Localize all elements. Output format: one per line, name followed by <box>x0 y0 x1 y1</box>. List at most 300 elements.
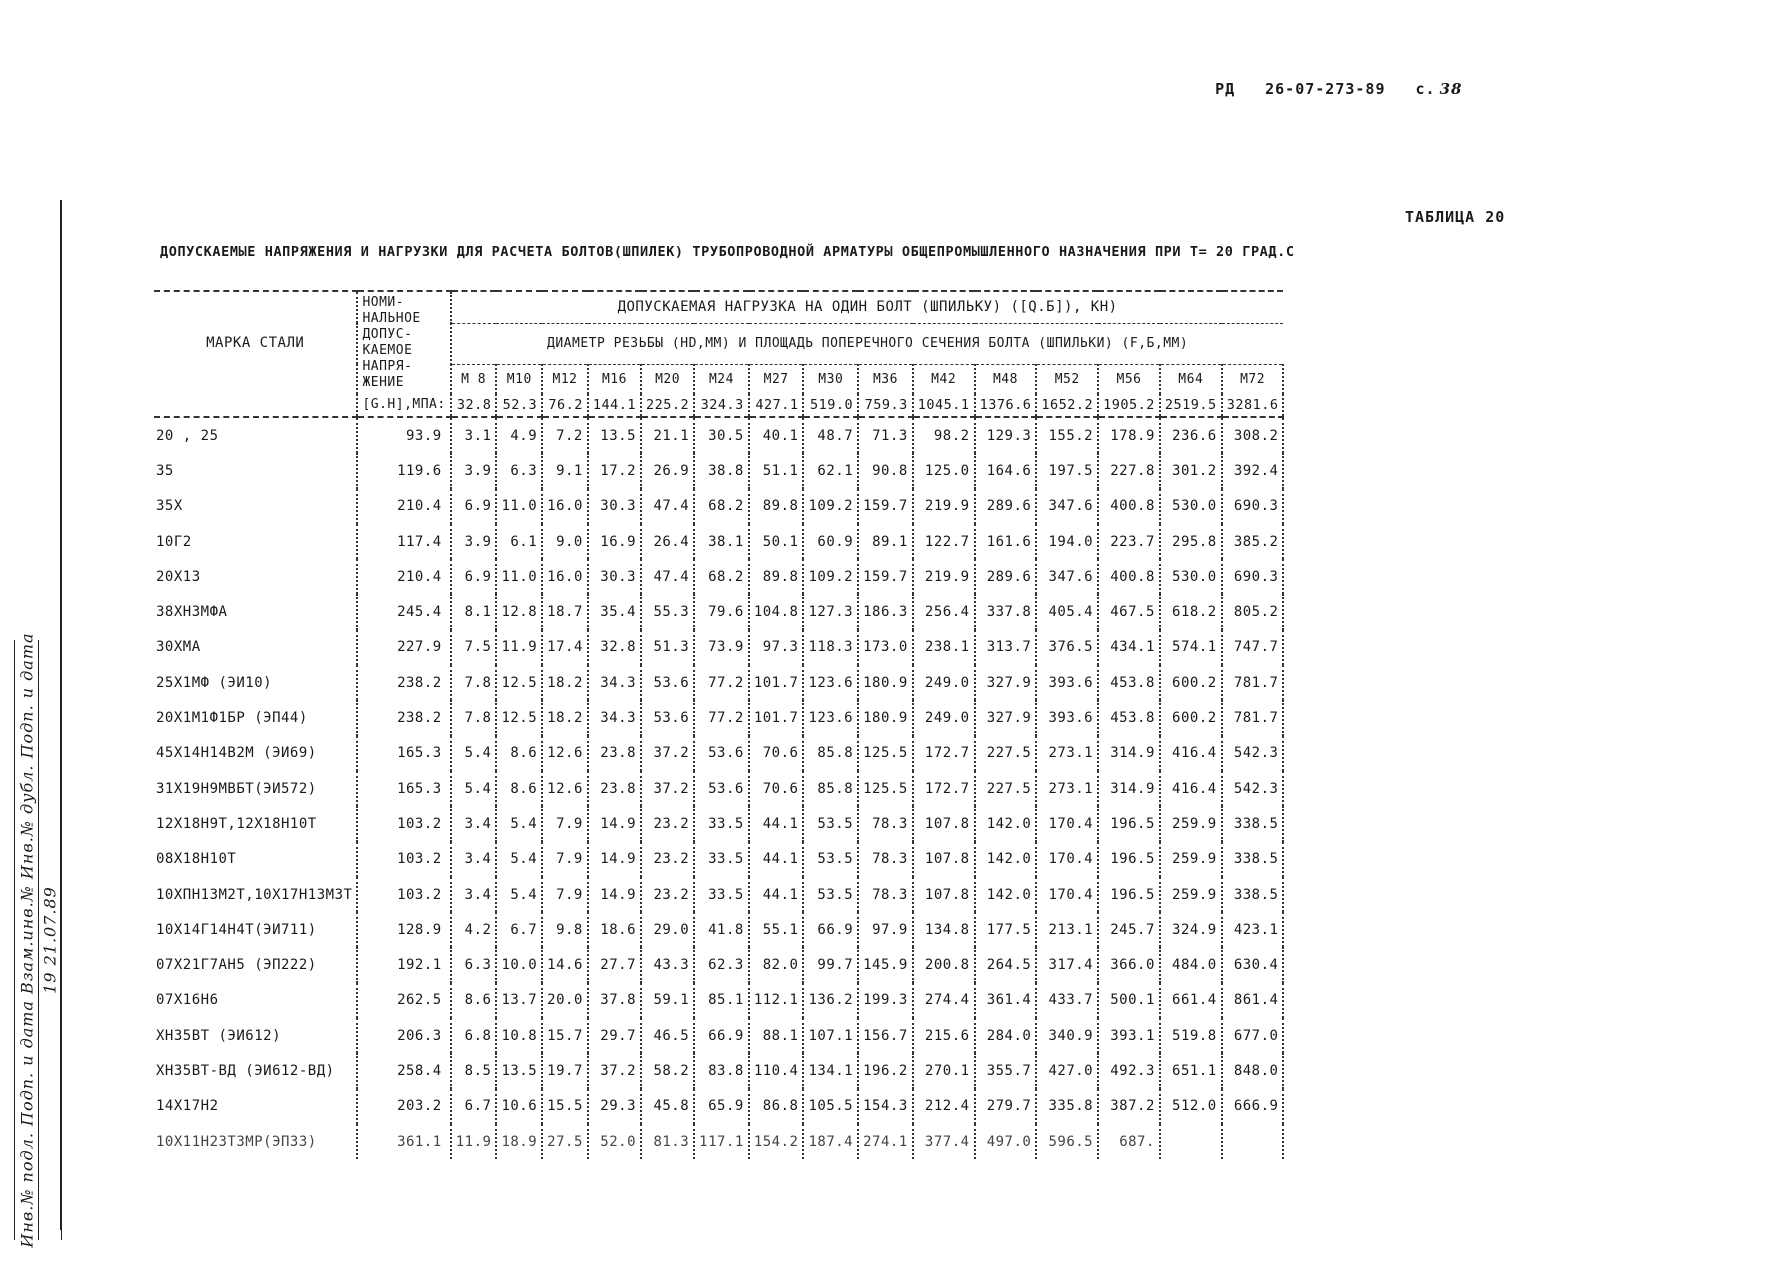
load-cell: 7.8 <box>451 700 497 735</box>
load-cell: 8.6 <box>496 771 542 806</box>
load-cell: 574.1 <box>1160 630 1222 665</box>
load-cell: 194.0 <box>1036 524 1098 559</box>
load-cell: 542.3 <box>1222 736 1284 771</box>
steel-grade-cell: ХН35ВТ-ВД (ЭИ612-ВД) <box>154 1053 357 1088</box>
load-cell: 279.7 <box>975 1089 1037 1124</box>
load-cell: 747.7 <box>1222 630 1284 665</box>
load-cell: 52.0 <box>588 1124 641 1159</box>
load-cell: 30.3 <box>588 559 641 594</box>
load-cell: 110.4 <box>749 1053 804 1088</box>
load-cell: 805.2 <box>1222 594 1284 629</box>
load-cell: 355.7 <box>975 1053 1037 1088</box>
load-cell: 361.4 <box>975 983 1037 1018</box>
load-cell: 366.0 <box>1098 947 1160 982</box>
load-cell: 88.1 <box>749 1018 804 1053</box>
area-header: 1376.6 <box>975 394 1037 417</box>
thread-size-header: М27 <box>749 364 804 394</box>
load-cell: 848.0 <box>1222 1053 1284 1088</box>
load-cell: 55.1 <box>749 912 804 947</box>
load-cell: 16.0 <box>542 489 588 524</box>
load-cell: 33.5 <box>694 842 749 877</box>
load-cell: 5.4 <box>496 842 542 877</box>
table-row <box>154 559 1283 594</box>
table-row <box>154 700 1283 735</box>
stress-header-line: НАПРЯ- <box>362 359 413 374</box>
load-cell: 19.7 <box>542 1053 588 1088</box>
stress-cell: 262.5 <box>357 983 450 1018</box>
load-cell: 89.8 <box>749 489 804 524</box>
stress-cell: 245.4 <box>357 594 450 629</box>
load-cell: 112.1 <box>749 983 804 1018</box>
load-cell: 15.7 <box>542 1018 588 1053</box>
load-cell: 35.4 <box>588 594 641 629</box>
stress-cell: 128.9 <box>357 912 450 947</box>
area-header: 225.2 <box>641 394 694 417</box>
load-cell: 18.2 <box>542 665 588 700</box>
thread-size-header: М48 <box>975 364 1037 394</box>
table-row <box>154 912 1283 947</box>
load-cell: 12.6 <box>542 736 588 771</box>
load-cell: 13.7 <box>496 983 542 1018</box>
load-cell: 630.4 <box>1222 947 1284 982</box>
load-cell: 26.4 <box>641 524 694 559</box>
load-cell: 677.0 <box>1222 1018 1284 1053</box>
stress-cell: 103.2 <box>357 806 450 841</box>
area-header: 1045.1 <box>913 394 975 417</box>
area-header: 519.0 <box>803 394 858 417</box>
load-cell: 13.5 <box>496 1053 542 1088</box>
steel-grade-cell: 20 , 25 <box>154 417 357 453</box>
steel-grade-cell: 07Х21Г7АН5 (ЭП222) <box>154 947 357 982</box>
thread-size-header: М64 <box>1160 364 1222 394</box>
load-cell: 215.6 <box>913 1018 975 1053</box>
area-header: 1652.2 <box>1036 394 1098 417</box>
stress-header-line: ДОПУС- <box>362 327 413 342</box>
load-cell: 82.0 <box>749 947 804 982</box>
load-cell: 317.4 <box>1036 947 1098 982</box>
steel-grade-cell: 20Х1М1Ф1БР (ЭП44) <box>154 700 357 735</box>
stress-cell: 165.3 <box>357 736 450 771</box>
load-cell: 666.9 <box>1222 1089 1284 1124</box>
load-cell: 6.7 <box>496 912 542 947</box>
load-cell: 83.8 <box>694 1053 749 1088</box>
load-cell: 433.7 <box>1036 983 1098 1018</box>
load-cell: 97.9 <box>858 912 913 947</box>
stress-unit-header: [G.Н],МПА: <box>357 394 450 417</box>
load-cell: 213.1 <box>1036 912 1098 947</box>
thread-size-header: М52 <box>1036 364 1098 394</box>
load-cell: 6.3 <box>451 947 497 982</box>
table-row <box>154 417 1283 453</box>
load-cell: 313.7 <box>975 630 1037 665</box>
document-header <box>1195 62 1492 98</box>
steel-grade-cell: 31Х19Н9МВБТ(ЭИ572) <box>154 771 357 806</box>
load-cell: 34.3 <box>588 700 641 735</box>
load-cell: 14.9 <box>588 877 641 912</box>
load-cell: 122.7 <box>913 524 975 559</box>
load-cell: 13.5 <box>588 417 641 453</box>
load-cell: 196.5 <box>1098 806 1160 841</box>
load-cell: 8.6 <box>451 983 497 1018</box>
load-cell: 123.6 <box>803 700 858 735</box>
load-cell: 347.6 <box>1036 559 1098 594</box>
load-cell: 77.2 <box>694 665 749 700</box>
load-cell: 3.9 <box>451 524 497 559</box>
load-cell: 129.3 <box>975 417 1037 453</box>
load-cell <box>1222 1124 1284 1159</box>
load-cell: 53.5 <box>803 806 858 841</box>
load-cell: 59.1 <box>641 983 694 1018</box>
load-cell: 387.2 <box>1098 1089 1160 1124</box>
stress-cell: 117.4 <box>357 524 450 559</box>
load-cell: 105.5 <box>803 1089 858 1124</box>
load-cell: 23.8 <box>588 771 641 806</box>
load-cell: 200.8 <box>913 947 975 982</box>
load-cell: 37.2 <box>588 1053 641 1088</box>
load-cell: 62.1 <box>803 453 858 488</box>
load-cell: 154.3 <box>858 1089 913 1124</box>
load-cell: 48.7 <box>803 417 858 453</box>
load-cell: 377.4 <box>913 1124 975 1159</box>
load-cell: 107.8 <box>913 877 975 912</box>
area-header: 144.1 <box>588 394 641 417</box>
load-cell: 618.2 <box>1160 594 1222 629</box>
load-cell: 687. <box>1098 1124 1160 1159</box>
load-cell: 393.6 <box>1036 700 1098 735</box>
load-cell: 107.8 <box>913 806 975 841</box>
thread-size-header: М12 <box>542 364 588 394</box>
load-cell: 26.9 <box>641 453 694 488</box>
load-cell: 70.6 <box>749 771 804 806</box>
load-cell: 273.1 <box>1036 736 1098 771</box>
load-cell: 18.7 <box>542 594 588 629</box>
load-cell: 44.1 <box>749 806 804 841</box>
load-cell: 7.2 <box>542 417 588 453</box>
grade-column-header: МАРКА СТАЛИ <box>154 291 357 394</box>
stress-cell: 93.9 <box>357 417 450 453</box>
load-cell: 101.7 <box>749 665 804 700</box>
load-cell: 301.2 <box>1160 453 1222 488</box>
load-cell: 81.3 <box>641 1124 694 1159</box>
area-header: 324.3 <box>694 394 749 417</box>
load-cell: 5.4 <box>496 877 542 912</box>
stress-cell: 361.1 <box>357 1124 450 1159</box>
table-row <box>154 877 1283 912</box>
load-cell: 376.5 <box>1036 630 1098 665</box>
area-header: 1905.2 <box>1098 394 1160 417</box>
load-cell: 154.2 <box>749 1124 804 1159</box>
load-cell: 14.6 <box>542 947 588 982</box>
load-cell: 434.1 <box>1098 630 1160 665</box>
load-cell: 29.7 <box>588 1018 641 1053</box>
load-cell: 14.9 <box>588 842 641 877</box>
load-cell: 125.5 <box>858 771 913 806</box>
steel-grade-cell: 08Х18Н10Т <box>154 842 357 877</box>
stress-cell: 119.6 <box>357 453 450 488</box>
load-cell: 8.6 <box>496 736 542 771</box>
stress-cell: 210.4 <box>357 559 450 594</box>
load-cell: 85.1 <box>694 983 749 1018</box>
stress-cell: 227.9 <box>357 630 450 665</box>
thread-size-header: М56 <box>1098 364 1160 394</box>
load-cell: 170.4 <box>1036 877 1098 912</box>
load-cell: 62.3 <box>694 947 749 982</box>
load-cell: 104.8 <box>749 594 804 629</box>
load-cell: 264.5 <box>975 947 1037 982</box>
load-cell: 600.2 <box>1160 665 1222 700</box>
load-cell: 97.3 <box>749 630 804 665</box>
steel-grade-cell: 45Х14Н14В2М (ЭИ69) <box>154 736 357 771</box>
load-cell: 161.6 <box>975 524 1037 559</box>
load-cell: 3.1 <box>451 417 497 453</box>
load-cell: 661.4 <box>1160 983 1222 1018</box>
load-cell: 453.8 <box>1098 700 1160 735</box>
load-cell: 78.3 <box>858 806 913 841</box>
load-cell: 10.6 <box>496 1089 542 1124</box>
steel-grade-cell: 20Х13 <box>154 559 357 594</box>
load-cell: 51.3 <box>641 630 694 665</box>
area-header: 2519.5 <box>1160 394 1222 417</box>
load-cell: 12.8 <box>496 594 542 629</box>
load-cell: 172.7 <box>913 736 975 771</box>
load-cell: 89.1 <box>858 524 913 559</box>
load-cell: 77.2 <box>694 700 749 735</box>
load-cell: 53.6 <box>694 771 749 806</box>
load-cell: 123.6 <box>803 665 858 700</box>
load-cell: 385.2 <box>1222 524 1284 559</box>
load-cell: 314.9 <box>1098 771 1160 806</box>
load-cell: 512.0 <box>1160 1089 1222 1124</box>
steel-grade-cell: 25Х1МФ (ЭИ10) <box>154 665 357 700</box>
load-cell: 134.1 <box>803 1053 858 1088</box>
load-cell: 223.7 <box>1098 524 1160 559</box>
load-cell: 23.2 <box>641 806 694 841</box>
load-cell: 71.3 <box>858 417 913 453</box>
load-cell: 6.8 <box>451 1018 497 1053</box>
load-cell: 32.8 <box>588 630 641 665</box>
load-cell: 11.9 <box>451 1124 497 1159</box>
load-cell: 11.0 <box>496 559 542 594</box>
load-cell: 29.0 <box>641 912 694 947</box>
load-cell: 170.4 <box>1036 842 1098 877</box>
load-cell: 23.2 <box>641 842 694 877</box>
load-cell: 212.4 <box>913 1089 975 1124</box>
load-cell: 400.8 <box>1098 559 1160 594</box>
load-cell: 180.9 <box>858 665 913 700</box>
table-row <box>154 630 1283 665</box>
area-header: 3281.6 <box>1222 394 1284 417</box>
load-cell: 44.1 <box>749 877 804 912</box>
doc-number: 26-07-273-89 <box>1265 80 1386 98</box>
load-cell: 314.9 <box>1098 736 1160 771</box>
load-cell: 9.8 <box>542 912 588 947</box>
area-header: 76.2 <box>542 394 588 417</box>
area-header: 759.3 <box>858 394 913 417</box>
load-cell: 423.1 <box>1222 912 1284 947</box>
load-cell: 33.5 <box>694 806 749 841</box>
load-cell: 10.0 <box>496 947 542 982</box>
stress-cell: 165.3 <box>357 771 450 806</box>
load-cell: 274.1 <box>858 1124 913 1159</box>
load-cell: 227.5 <box>975 771 1037 806</box>
load-cell: 324.9 <box>1160 912 1222 947</box>
load-cell: 118.3 <box>803 630 858 665</box>
thread-size-header: М24 <box>694 364 749 394</box>
load-header: ДОПУСКАЕМАЯ НАГРУЗКА НА ОДИН БОЛТ (ШПИЛЬКУ) ([Q.Б]), КН) <box>451 291 1284 323</box>
load-cell: 781.7 <box>1222 665 1284 700</box>
stress-header-line: НОМИ- <box>362 295 405 310</box>
load-cell: 196.5 <box>1098 877 1160 912</box>
load-cell: 21.1 <box>641 417 694 453</box>
side-stamp <box>14 632 61 1248</box>
load-cell: 6.9 <box>451 559 497 594</box>
load-cell: 23.8 <box>588 736 641 771</box>
load-cell: 197.5 <box>1036 453 1098 488</box>
load-cell: 107.1 <box>803 1018 858 1053</box>
thread-size-header: М 8 <box>451 364 497 394</box>
load-cell: 690.3 <box>1222 559 1284 594</box>
stress-cell: 192.1 <box>357 947 450 982</box>
load-cell: 500.1 <box>1098 983 1160 1018</box>
stamp-labels: Инв.№ подл. Подп. и дата Взам.инв.№ Инв.№ дубл. Подп. и дата <box>17 632 36 1248</box>
load-cell: 12.5 <box>496 665 542 700</box>
load-cell: 497.0 <box>975 1124 1037 1159</box>
load-cell: 41.8 <box>694 912 749 947</box>
load-cell: 596.5 <box>1036 1124 1098 1159</box>
load-cell: 173.0 <box>858 630 913 665</box>
load-cell: 53.5 <box>803 877 858 912</box>
load-cell: 177.5 <box>975 912 1037 947</box>
stress-cell: 206.3 <box>357 1018 450 1053</box>
table-row <box>154 524 1283 559</box>
table-body <box>154 417 1283 1159</box>
load-cell: 227.8 <box>1098 453 1160 488</box>
load-cell: 227.5 <box>975 736 1037 771</box>
load-cell: 690.3 <box>1222 489 1284 524</box>
load-cell: 10.8 <box>496 1018 542 1053</box>
load-cell: 98.2 <box>913 417 975 453</box>
steel-grade-cell: 10Х11Н23Т3МР(ЭП33) <box>154 1124 357 1159</box>
table-row <box>154 489 1283 524</box>
load-cell: 145.9 <box>858 947 913 982</box>
table-row <box>154 665 1283 700</box>
load-cell: 127.3 <box>803 594 858 629</box>
load-cell: 78.3 <box>858 842 913 877</box>
load-cell: 3.4 <box>451 877 497 912</box>
thread-size-header: М42 <box>913 364 975 394</box>
load-cell: 15.5 <box>542 1089 588 1124</box>
load-cell: 6.3 <box>496 453 542 488</box>
load-cell: 530.0 <box>1160 489 1222 524</box>
table-row <box>154 594 1283 629</box>
load-cell: 347.6 <box>1036 489 1098 524</box>
load-cell: 199.3 <box>858 983 913 1018</box>
load-cell: 427.0 <box>1036 1053 1098 1088</box>
load-cell: 7.9 <box>542 806 588 841</box>
thread-size-header: М16 <box>588 364 641 394</box>
stress-column-header <box>357 291 450 394</box>
load-cell: 65.9 <box>694 1089 749 1124</box>
load-cell: 289.6 <box>975 489 1037 524</box>
stamp-values: 19 21.07.89 <box>40 886 59 994</box>
load-cell: 651.1 <box>1160 1053 1222 1088</box>
load-cell: 34.3 <box>588 665 641 700</box>
load-cell: 60.9 <box>803 524 858 559</box>
load-cell: 44.1 <box>749 842 804 877</box>
load-cell: 259.9 <box>1160 806 1222 841</box>
steel-grade-cell: 10Г2 <box>154 524 357 559</box>
load-cell: 6.9 <box>451 489 497 524</box>
table-row <box>154 1089 1283 1124</box>
load-cell: 337.8 <box>975 594 1037 629</box>
load-cell: 20.0 <box>542 983 588 1018</box>
load-cell: 109.2 <box>803 489 858 524</box>
steel-grade-cell: 38ХН3МФА <box>154 594 357 629</box>
table-row <box>154 771 1283 806</box>
table-row <box>154 736 1283 771</box>
load-cell: 259.9 <box>1160 877 1222 912</box>
load-cell: 196.2 <box>858 1053 913 1088</box>
load-cell: 125.0 <box>913 453 975 488</box>
page-number: 38 <box>1439 80 1463 98</box>
steel-grade-cell: ХН35ВТ (ЭИ612) <box>154 1018 357 1053</box>
load-cell: 861.4 <box>1222 983 1284 1018</box>
stress-cell: 210.4 <box>357 489 450 524</box>
load-cell: 781.7 <box>1222 700 1284 735</box>
load-cell: 6.7 <box>451 1089 497 1124</box>
load-cell: 50.1 <box>749 524 804 559</box>
load-cell: 416.4 <box>1160 736 1222 771</box>
load-cell: 530.0 <box>1160 559 1222 594</box>
load-cell: 178.9 <box>1098 417 1160 453</box>
load-cell: 11.0 <box>496 489 542 524</box>
load-cell: 270.1 <box>913 1053 975 1088</box>
load-cell: 43.3 <box>641 947 694 982</box>
load-cell: 70.6 <box>749 736 804 771</box>
load-cell: 392.4 <box>1222 453 1284 488</box>
stress-cell: 103.2 <box>357 842 450 877</box>
load-cell: 33.5 <box>694 877 749 912</box>
load-cell: 289.6 <box>975 559 1037 594</box>
load-cell: 11.9 <box>496 630 542 665</box>
load-cell: 40.1 <box>749 417 804 453</box>
steel-grade-cell: 10ХПН13М2Т,10Х17Н13М3Т <box>154 877 357 912</box>
load-cell: 9.1 <box>542 453 588 488</box>
load-cell: 134.8 <box>913 912 975 947</box>
load-cell: 18.6 <box>588 912 641 947</box>
load-cell: 4.9 <box>496 417 542 453</box>
load-cell: 99.7 <box>803 947 858 982</box>
load-cell: 73.9 <box>694 630 749 665</box>
load-cell: 68.2 <box>694 489 749 524</box>
load-cell: 340.9 <box>1036 1018 1098 1053</box>
load-cell: 66.9 <box>694 1018 749 1053</box>
load-cell: 6.1 <box>496 524 542 559</box>
load-cell: 29.3 <box>588 1089 641 1124</box>
load-cell: 18.2 <box>542 700 588 735</box>
load-cell: 46.5 <box>641 1018 694 1053</box>
load-cell: 156.7 <box>858 1018 913 1053</box>
table-row <box>154 453 1283 488</box>
load-cell: 7.5 <box>451 630 497 665</box>
stress-header-line: КАЕМОЕ <box>362 343 413 358</box>
grade-header-spacer <box>154 394 357 417</box>
load-cell: 101.7 <box>749 700 804 735</box>
load-cell: 273.1 <box>1036 771 1098 806</box>
load-cell: 4.2 <box>451 912 497 947</box>
load-cell: 47.4 <box>641 489 694 524</box>
table-number: ТАБЛИЦА 20 <box>1405 208 1506 226</box>
